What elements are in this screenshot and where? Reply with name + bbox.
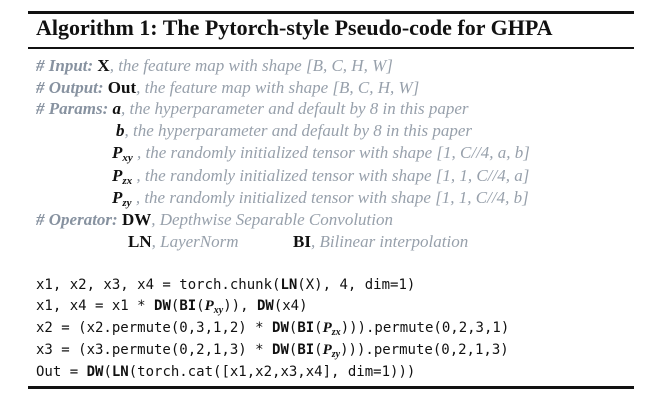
top-rule <box>28 11 634 14</box>
output-line: # Output: Out, the feature map with shape [B, C, H, W] <box>36 78 420 97</box>
param-a-line: # Params: a, the hyperparameter and default by 8 in this paper <box>36 99 469 118</box>
code-line-x2: x2 = (x2.permute(0,3,1,2) * $DW(BI(P_{zx}))).permute(0,2,3,1)$ <box>36 320 510 338</box>
bottom-rule <box>28 386 634 389</box>
algorithm-title: Algorithm 1: The Pytorch-style Pseudo-code for GHPA <box>36 15 553 40</box>
operator-ln-line: LN, LayerNorm <box>128 232 239 251</box>
title-rule <box>28 47 634 49</box>
input-line: # Input: X, the feature map with shape [B, C, H, W] <box>36 56 393 75</box>
code-line-x3: x3 = (x3.permute(0,2,1,3) * $DW(BI(P_{zy}))).permute(0,2,1,3)$ <box>36 342 509 360</box>
code-line-x1-x4: x1, $x4 = x1 * DW(BI(P_{xy}))$, DW(x4) <box>36 298 308 316</box>
operator-bi-line: BI, Bilinear interpolation <box>293 232 469 251</box>
param-pzx-line: $P_{zx}$ , the randomly initialized tensor with shape [1, 1, C//4, a] <box>112 166 530 187</box>
param-pxy-line: $P_{xy}$ , the randomly initialized tensor with shape [1, C//4, a, b] <box>112 143 530 164</box>
param-pzy-line: $P_{zy}$ , the randomly initialized tensor with shape [1, 1, C//4, b] <box>112 188 529 209</box>
param-b-line: b, the hyperparameter and default by 8 in this paper <box>116 121 473 140</box>
operator-dw-line: # Operator: DW, Depthwise Separable Convolution <box>36 210 393 229</box>
code-line-out: Out = DW(LN(torch.cat([x1,x2,x3,x4], dim=1))) <box>36 364 416 380</box>
code-line-chunk: x1, x2, x3, x4 = torch.chunk(LN(X), 4, dim=1) <box>36 277 416 293</box>
